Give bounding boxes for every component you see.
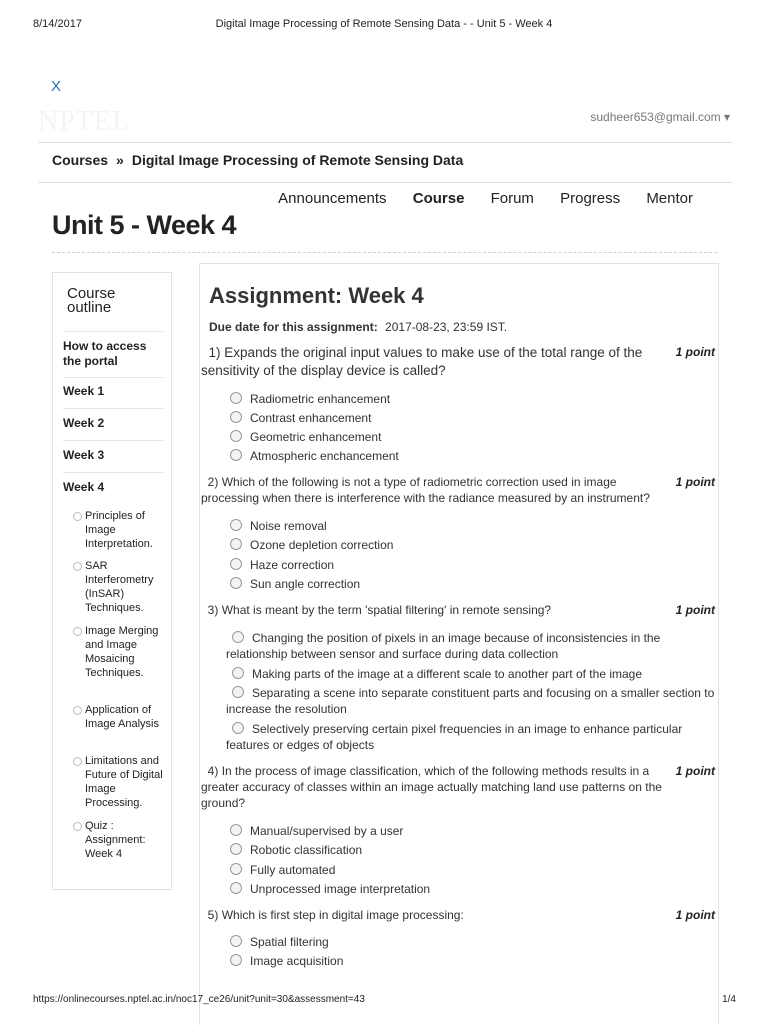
question-1-text: 1) Expands the original input values to make use of the total range of the sensitivity of the display device is called? [201, 345, 643, 378]
radio-button[interactable] [232, 667, 244, 679]
radio-button[interactable] [232, 631, 244, 643]
radio-option[interactable]: Robotic classification [230, 842, 362, 858]
question-2-text: 2) Which of the following is not a type of radiometric correction used in image processing when there is interference with the radiance measured by an instrument? [201, 475, 650, 505]
print-footer-page: 1/4 [722, 994, 736, 1005]
due-date [209, 320, 507, 334]
radio-button[interactable] [230, 954, 242, 966]
course-nav [256, 190, 693, 207]
assignment-title: Assignment: Week 4 [209, 283, 424, 308]
sidebar-title: Course outline [67, 285, 116, 316]
chevron-down-icon: ▾ [723, 110, 730, 124]
tab-course[interactable]: Course [412, 190, 465, 207]
radio-button[interactable] [230, 519, 242, 531]
status-circle-icon [73, 627, 82, 636]
sidebar-subitem[interactable]: Principles of Image Interpretation. [73, 509, 169, 551]
radio-button[interactable] [230, 577, 242, 589]
sidebar-subitem-quiz[interactable]: Quiz : Assignment: Week 4 [73, 819, 169, 861]
radio-option[interactable]: Manual/supervised by a user [230, 823, 403, 839]
user-menu[interactable] [590, 110, 730, 124]
radio-option[interactable]: Haze correction [230, 557, 334, 573]
radio-option[interactable]: Contrast enhancement [230, 410, 371, 426]
status-circle-icon [73, 706, 82, 715]
radio-button[interactable] [230, 392, 242, 404]
status-circle-icon [73, 822, 82, 831]
sidebar-subitem[interactable]: Application of Image Analysis [73, 703, 169, 731]
status-circle-icon [73, 512, 82, 521]
question-points: 1 point [675, 764, 715, 778]
nptel-logo: NPTEL [38, 106, 131, 137]
radio-button[interactable] [230, 863, 242, 875]
page-title: Unit 5 - Week 4 [52, 210, 237, 240]
radio-button[interactable] [232, 722, 244, 734]
status-circle-icon [73, 757, 82, 766]
radio-option[interactable]: Changing the position of pixels in an image because of inconsistencies in the relationship between sensor and surface during data collection [226, 631, 661, 661]
due-date-value: 2017-08-23, 23:59 IST. [385, 320, 508, 334]
radio-button[interactable] [230, 935, 242, 947]
sidebar-item-week-3[interactable]: Week 3 [63, 448, 105, 462]
print-date: 8/14/2017 [33, 18, 82, 30]
sidebar-subitem[interactable]: SAR Interferometry (InSAR) Techniques. [73, 559, 169, 615]
question-points: 1 point [675, 603, 715, 617]
radio-option[interactable]: Noise removal [230, 518, 327, 534]
close-icon[interactable]: X [51, 78, 62, 95]
divider [63, 472, 163, 473]
radio-option[interactable]: Ozone depletion correction [230, 537, 393, 553]
radio-option[interactable]: Sun angle correction [230, 576, 360, 592]
question-points: 1 point [675, 345, 715, 359]
sidebar-item-week-1[interactable]: Week 1 [63, 384, 105, 398]
tab-announcements[interactable]: Announcements [278, 190, 387, 207]
question-3-text: 3) What is meant by the term 'spatial filtering' in remote sensing? [207, 603, 552, 617]
radio-option[interactable]: Spatial filtering [230, 934, 329, 950]
radio-button[interactable] [232, 686, 244, 698]
question-4-text: 4) In the process of image classification, which of the following methods results in a greater accuracy of classes within an image actually matching land use patterns on the ground? [201, 764, 662, 810]
divider [63, 440, 163, 441]
radio-button[interactable] [230, 843, 242, 855]
radio-button[interactable] [230, 558, 242, 570]
radio-option[interactable]: Selectively preserving certain pixel frequencies in an image to enhance particular features or edges of objects [226, 722, 683, 752]
breadcrumb [52, 152, 463, 168]
divider [52, 252, 717, 253]
due-date-label: Due date for this assignment: [209, 320, 378, 334]
question-points: 1 point [675, 475, 715, 489]
breadcrumb-separator: » [116, 152, 124, 168]
breadcrumb-course[interactable]: Digital Image Processing of Remote Sensing Data [131, 152, 464, 168]
radio-option[interactable]: Image acquisition [230, 953, 343, 969]
sidebar-item-week-2[interactable]: Week 2 [63, 416, 105, 430]
radio-option[interactable]: Atmospheric enchancement [230, 448, 399, 464]
radio-option[interactable]: Unprocessed image interpretation [230, 881, 430, 897]
tab-forum[interactable]: Forum [490, 190, 534, 207]
sidebar-subitem[interactable]: Limitations and Future of Digital Image Processing. [73, 754, 169, 810]
radio-option[interactable]: Radiometric enhancement [230, 391, 390, 407]
divider [63, 408, 163, 409]
radio-option[interactable]: Fully automated [230, 862, 335, 878]
radio-option[interactable]: Geometric enhancement [230, 429, 381, 445]
divider [38, 142, 732, 143]
divider [63, 377, 163, 378]
radio-button[interactable] [230, 538, 242, 550]
print-footer-url: https://onlinecourses.nptel.ac.in/noc17_ce26/unit?unit=30&assessment=43 [33, 994, 365, 1005]
question-5-text: 5) Which is first step in digital image processing: [207, 908, 464, 922]
tab-mentor[interactable]: Mentor [646, 190, 693, 207]
user-email: sudheer653@gmail.com [590, 110, 721, 124]
divider [38, 182, 732, 183]
radio-button[interactable] [230, 824, 242, 836]
breadcrumb-courses[interactable]: Courses [52, 152, 109, 168]
print-title: Digital Image Processing of Remote Sensing Data - - Unit 5 - Week 4 [215, 18, 553, 30]
sidebar-item-how-to-access[interactable]: How to access the portal [63, 339, 147, 368]
radio-button[interactable] [230, 882, 242, 894]
radio-button[interactable] [230, 411, 242, 423]
radio-option[interactable]: Separating a scene into separate constituent parts and focusing on a smaller section to increase the resolution [226, 686, 715, 716]
question-points: 1 point [675, 908, 715, 922]
divider [63, 331, 163, 332]
radio-button[interactable] [230, 430, 242, 442]
radio-option[interactable]: Making parts of the image at a different scale to another part of the image [226, 666, 716, 682]
radio-button[interactable] [230, 449, 242, 461]
sidebar-subitem[interactable]: Image Merging and Image Mosaicing Techniques. [73, 624, 169, 680]
status-circle-icon [73, 562, 82, 571]
tab-progress[interactable]: Progress [560, 190, 621, 207]
sidebar-item-week-4[interactable]: Week 4 [63, 480, 105, 494]
course-outline-sidebar [52, 272, 172, 890]
